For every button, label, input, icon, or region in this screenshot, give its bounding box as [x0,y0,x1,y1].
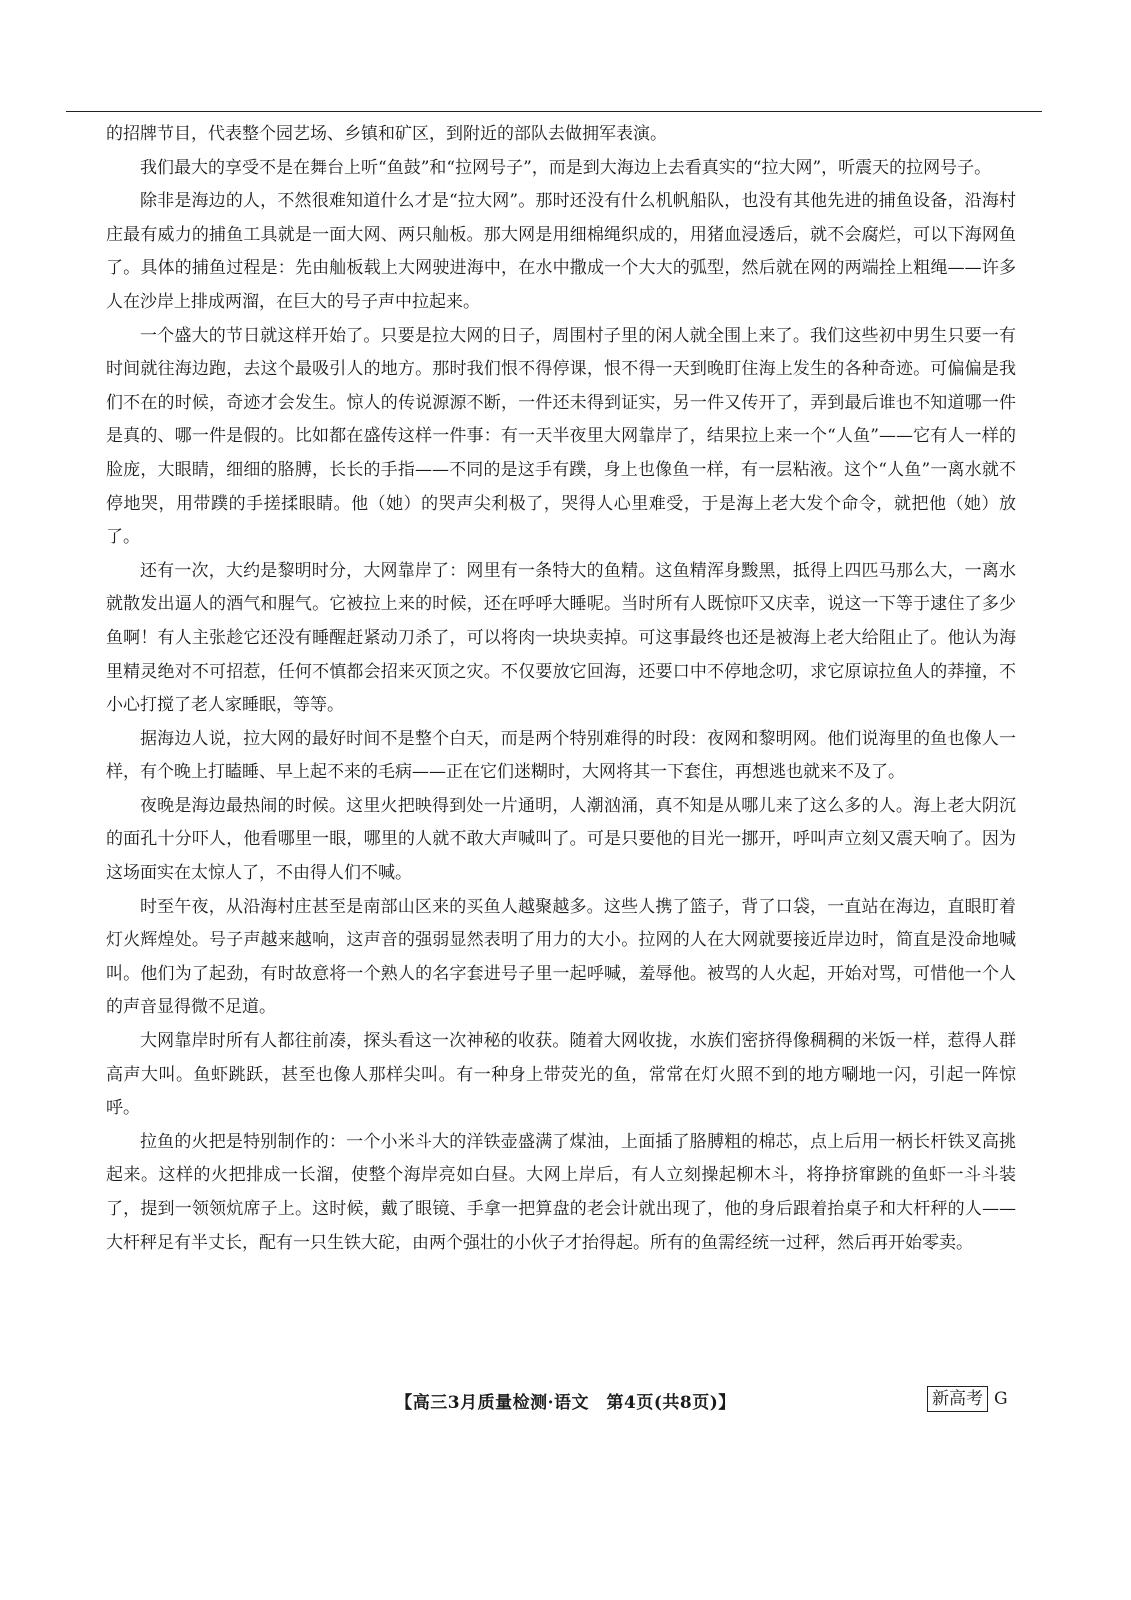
paragraph: 我们最大的享受不是在舞台上听“鱼鼓”和“拉网号子”，而是到大海边上去看真实的“拉大网”，听震天的拉网号子。 [140,157,992,178]
paragraph: 拉鱼的火把是特别制作的：一个小米斗大的洋铁壶盛满了煤油，上面插了胳膊粗的棉芯，点上后用一柄长杆铁叉高挑起来。这样的火把排成一长溜，使整个海岸亮如白昼。大网上岸后，有人立刻操起柳木斗，将挣挤窜跳的鱼虾一斗斗装了，提到一领领炕席子上。这时候，戴了眼镜、手拿一把算盘的老会计就出现了，他的身后跟着抬桌子和大杆秤的人——大杆秤足有半丈长，配有一只生铁大砣，由两个强壮的小伙子才抬得起。所有的鱼需经统一过秤，然后再开始零卖。 [106,1131,1016,1253]
footer-badge-group [927,1386,1008,1412]
paragraph: 大网靠岸时所有人都往前凑，探头看这一次神秘的收获。随着大网收拢，水族们密挤得像稠稠的米饭一样，惹得人群高声大叫。鱼虾跳跃，甚至也像人那样尖叫。有一种身上带荧光的鱼，常常在灯火照不到的地方唰地一闪，引起一阵惊呼。 [106,1031,1016,1119]
footer-exam-info: 【高三3月质量检测·语文 第4页(共8页)】 [395,1393,736,1413]
paragraph: 的招牌节目，代表整个园艺场、乡镇和矿区，到附近的部队去做拥军表演。 [106,124,667,144]
version-letter: G [994,1389,1008,1409]
paragraph: 一个盛大的节日就这样开始了。只要是拉大网的日子，周围村子里的闲人就全围上来了。我们这些初中男生只要一有时间就往海边跑，去这个最吸引人的地方。那时我们恨不得停课，恨不得一天到晚盯住海上发生的各种奇迹。可偏偏是我们不在的时候，奇迹才会发生。惊人的传说源源不断，一件还未得到证实，另一件又传开了，弄到最后谁也不知道哪一件是真的、哪一件是假的。比如都在盛传这样一件事：有一天半夜里大网靠岸了，结果拉上来一个“人鱼”——它有人一样的脸庞，大眼睛，细细的胳膊，长长的手指——不同的是这手有蹼，身上也像鱼一样，有一层粘液。这个“人鱼”一离水就不停地哭，用带蹼的手搓揉眼睛。他（她）的哭声尖利极了，哭得人心里难受，于是海上老大发个命令，就把他（她）放了。 [106,325,1016,548]
header-rule [66,111,1042,112]
paragraph: 夜晚是海边最热闹的时候。这里火把映得到处一片通明，人潮汹涌，真不知是从哪儿来了这么多的人。海上老大阴沉的面孔十分吓人，他看哪里一眼，哪里的人就不敢大声喊叫了。可是只要他的目光一挪开，呼叫声立刻又震天响了。因为这场面实在太惊人了，不由得人们不喊。 [106,795,1016,884]
new-gaokao-badge: 新高考 [927,1386,988,1412]
paragraph: 除非是海边的人，不然很难知道什么才是“拉大网”。那时还没有什么机帆船队，也没有其他先进的捕鱼设备，沿海村庄最有威力的捕鱼工具就是一面大网、两只舢板。那大网是用细棉绳织成的，用猪血浸透后，就不会腐烂，可以下海网鱼了。具体的捕鱼过程是：先由舢板载上大网驶进海中，在水中撒成一个大大的弧型，然后就在网的两端拴上粗绳——许多人在沙岸上排成两溜，在巨大的号子声中拉起来。 [106,191,1016,312]
page-footer [0,1388,1131,1418]
paragraph: 还有一次，大约是黎明时分，大网靠岸了：网里有一条特大的鱼精。这鱼精浑身黢黑，抵得上四匹马那么大，一离水就散发出逼人的酒气和腥气。它被拉上来的时候，还在呼呼大睡呢。当时所有人既惊吓又庆幸，说这一下等于逮住了多少鱼啊！有人主张趁它还没有睡醒赶紧动刀杀了，可以将肉一块块卖掉。可这事最终也还是被海上老大给阻止了。他认为海里精灵绝对不可招惹，任何不慎都会招来灭顶之灾。不仅要放它回海，还要口中不停地念叨，求它原谅拉鱼人的莽撞，不小心打搅了老人家睡眠，等等。 [106,560,1016,716]
article-body [106,118,1016,1260]
paragraph: 据海边人说，拉大网的最好时间不是整个白天，而是两个特别难得的时段：夜网和黎明网。他们说海里的鱼也像人一样，有个晚上打瞌睡、早上起不来的毛病——正在它们迷糊时，大网将其一下套住，再想逃也就来不及了。 [106,728,1016,783]
paragraph: 时至午夜，从沿海村庄甚至是南部山区来的买鱼人越聚越多。这些人携了篮子，背了口袋，一直站在海边，直眼盯着灯火辉煌处。号子声越来越响，这声音的强弱显然表明了用力的大小。拉网的人在大网就要接近岸边时，简直是没命地喊叫。他们为了起劲，有时故意将一个熟人的名字套进号子里一起呼喊，羞辱他。被骂的人火起，开始对骂，可惜他一个人的声音显得微不足道。 [106,896,1016,1018]
